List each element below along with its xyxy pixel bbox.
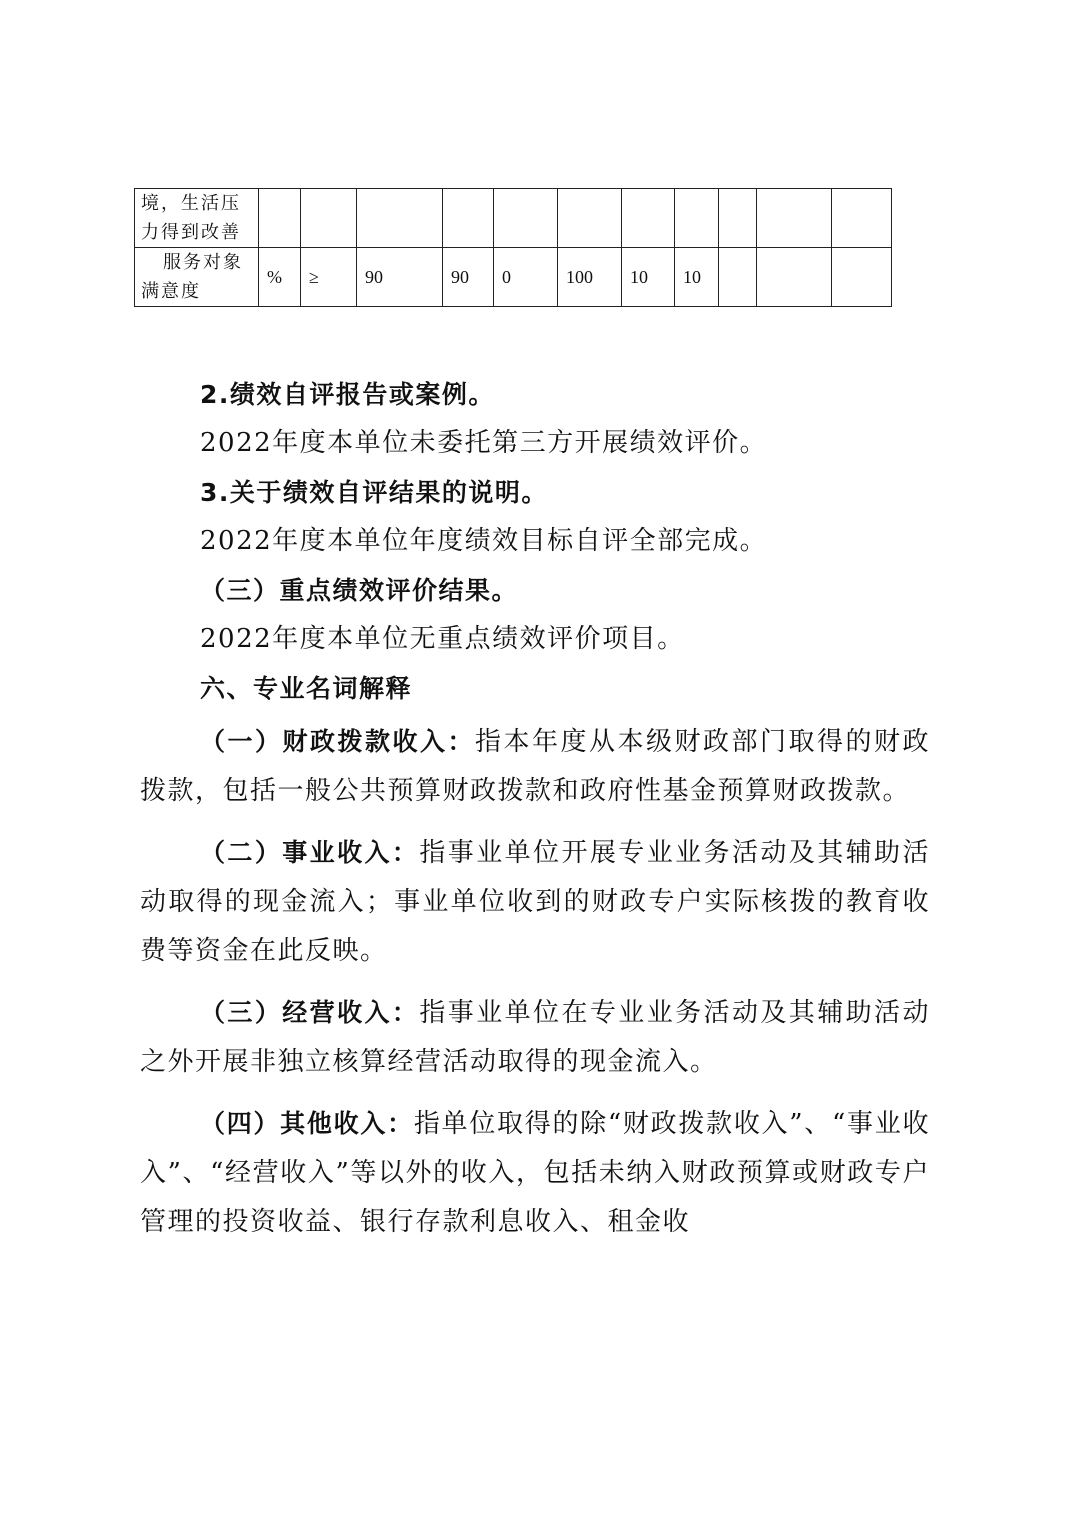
score-cell: 10 bbox=[675, 248, 719, 307]
definition-text: 指本年度从本级财政部门取得的财政拨款，包括一般公共预算财政拨款和政府性基金预算财政拨款。 bbox=[140, 727, 930, 806]
indicator-label-line: 服务对象 bbox=[163, 252, 243, 273]
completion-rate-cell: 100 bbox=[558, 248, 622, 307]
table-cell bbox=[757, 189, 832, 248]
subsection-title-key-evaluation: （三）重点绩效评价结果。 bbox=[200, 576, 519, 605]
table-cell bbox=[675, 189, 719, 248]
operator-cell: ≥ bbox=[301, 248, 357, 307]
target-value-cell: 90 bbox=[357, 248, 443, 307]
definition-text: 指事业单位在专业业务活动及其辅助活动之外开展非独立核算经营活动取得的现金流入。 bbox=[140, 998, 930, 1077]
performance-table bbox=[134, 188, 892, 307]
indicator-label-line: 力得到改善 bbox=[141, 222, 241, 243]
unit-cell: % bbox=[259, 248, 301, 307]
table-cell bbox=[494, 189, 558, 248]
table-row bbox=[135, 189, 892, 248]
paragraph-no-key-evaluation: 2022年度本单位无重点绩效评价项目。 bbox=[200, 624, 685, 654]
subsection-title-self-evaluation-result: 3.关于绩效自评结果的说明。 bbox=[200, 478, 548, 507]
definition-term: （一）财政拨款收入： bbox=[200, 727, 475, 756]
table-cell bbox=[832, 248, 892, 307]
section-heading-glossary: 六、专业名词解释 bbox=[200, 674, 413, 703]
table-cell bbox=[259, 189, 301, 248]
weight-cell: 10 bbox=[622, 248, 675, 307]
table-cell bbox=[301, 189, 357, 248]
definition-term: （三）经营收入： bbox=[200, 998, 420, 1027]
paragraph-third-party-evaluation: 2022年度本单位未委托第三方开展绩效评价。 bbox=[200, 428, 768, 458]
actual-value-cell: 90 bbox=[443, 248, 494, 307]
table-cell bbox=[719, 189, 757, 248]
definition-fiscal-appropriation-income bbox=[140, 717, 930, 816]
definition-text: 指单位取得的除“财政拨款收入”、“事业收入”、“经营收入”等以外的收入，包括未纳入财政预算或财政专户管理的投资收益、银行存款利息收入、租金收 bbox=[140, 1109, 930, 1237]
table-row bbox=[135, 248, 892, 307]
document-body bbox=[140, 370, 930, 1247]
deviation-cell: 0 bbox=[494, 248, 558, 307]
indicator-label-line: 境，生活压 bbox=[141, 193, 241, 214]
definition-operating-income bbox=[140, 988, 930, 1087]
indicator-label-line: 满意度 bbox=[141, 281, 201, 302]
table-cell bbox=[622, 189, 675, 248]
table-cell bbox=[757, 248, 832, 307]
definition-term: （二）事业收入： bbox=[200, 838, 420, 867]
definition-term: （四）其他收入： bbox=[200, 1109, 414, 1138]
subsection-title-self-evaluation-report: 2.绩效自评报告或案例。 bbox=[200, 380, 495, 409]
definition-business-income bbox=[140, 828, 930, 976]
paragraph-self-evaluation-complete: 2022年度本单位年度绩效目标自评全部完成。 bbox=[200, 526, 768, 556]
table-cell bbox=[443, 189, 494, 248]
indicator-label-cell bbox=[135, 189, 259, 248]
table-cell bbox=[719, 248, 757, 307]
table-cell bbox=[832, 189, 892, 248]
indicator-label-cell bbox=[135, 248, 259, 307]
table-cell bbox=[558, 189, 622, 248]
definition-other-income bbox=[140, 1099, 930, 1247]
table-cell bbox=[357, 189, 443, 248]
definition-text: 指事业单位开展专业业务活动及其辅助活动取得的现金流入；事业单位收到的财政专户实际核拨的教育收费等资金在此反映。 bbox=[140, 838, 930, 966]
